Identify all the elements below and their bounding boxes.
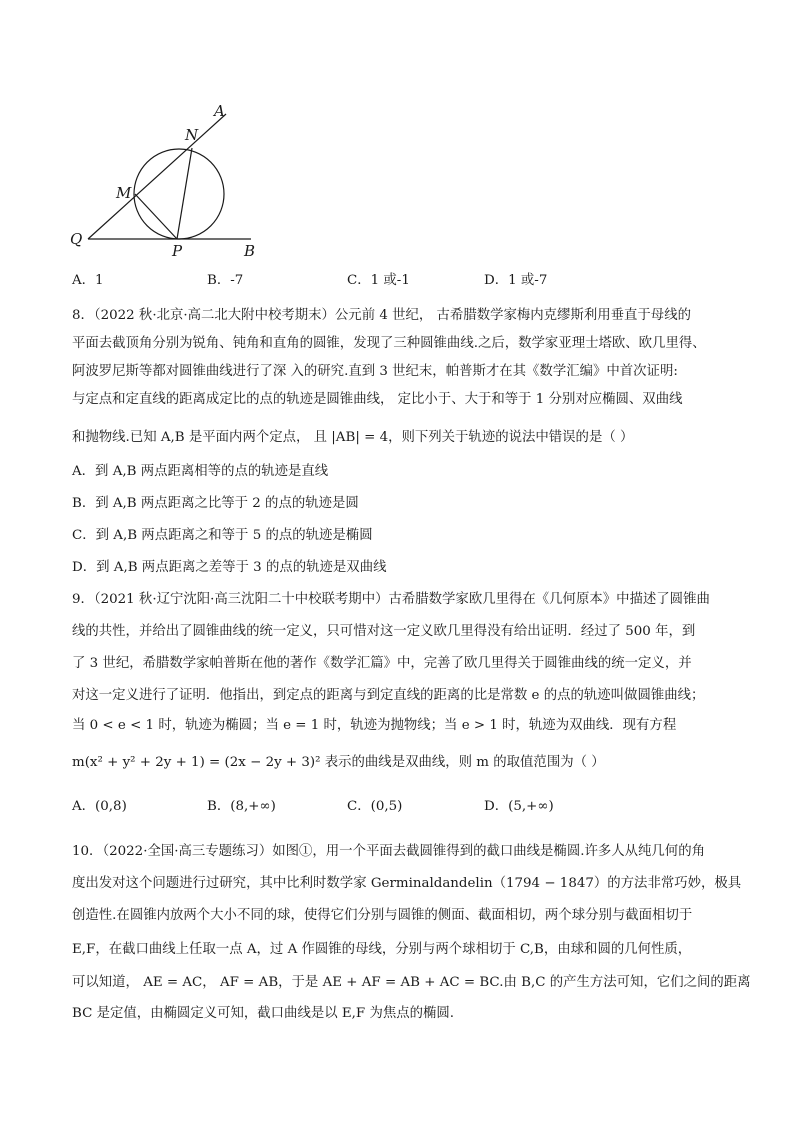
q9-line-1: 9．（2021 秋·辽宁沈阳·高三沈阳二十中校联考期中）古希腊数学家欧几里得在《几何原本》中描述了圆锥曲	[72, 592, 710, 607]
q10-line-3: 创造性.在圆锥内放两个大小不同的球，使得它们分别与圆锥的侧面、截面相切，两个球分别与截面相切于	[72, 908, 693, 923]
q9-option-a[interactable]: A．(0,8)	[72, 799, 127, 814]
q9-line-3: 了 3 世纪，希腊数学家帕普斯在他的著作《数学汇篇》中，完善了欧几里得关于圆锥曲线的统一定义，并	[72, 656, 692, 671]
q9-option-d[interactable]: D．(5,+∞)	[484, 799, 554, 814]
label-p: P	[172, 242, 183, 260]
label-b: B	[244, 242, 256, 260]
q8-line-2: 平面去截顶角分别为锐角、钝角和直角的圆锥，发现了三种圆锥曲线.之后，数学家亚理士塔欧、欧几里得、	[72, 336, 706, 351]
q8-option-a[interactable]: A．到 A,B 两点距离相等的点的轨迹是直线	[72, 464, 329, 479]
q8-line-4: 与定点和定直线的距离成定比的点的轨迹是圆锥曲线， 定比小于、大于和等于 1 分别对应椭圆、双曲线	[72, 392, 683, 407]
q9-line-5: 当 0 < e < 1 时，轨迹为椭圆；当 e = 1 时，轨迹为抛物线；当 e > 1 时，轨迹为双曲线．现有方程	[72, 718, 677, 733]
q10-line-5: 可以知道， AE = AC， AF = AB，于是 AE + AF = AB + AC = BC.由 B,C 的产生方法可知，它们之间的距离	[72, 975, 751, 990]
q10-line-4: E,F，在截口曲线上任取一点 A，过 A 作圆锥的母线，分别与两个球相切于 C,B，由球和圆的几何性质，	[72, 942, 692, 957]
q7-option-d[interactable]: D．1 或-7	[484, 273, 548, 288]
q8-option-c[interactable]: C．到 A,B 两点距离之和等于 5 的点的轨迹是椭圆	[72, 528, 373, 543]
q8-line-3: 阿波罗尼斯等都对圆锥曲线进行了深 入的研究.直到 3 世纪末，帕普斯才在其《数学汇编》中首次证明:	[72, 364, 678, 379]
circle-tangent-diagram	[66, 96, 266, 266]
q10-line-1: 10．（2022·全国·高三专题练习）如图①，用一个平面去截圆锥得到的截口曲线是椭圆.许多人从纯几何的角	[72, 844, 705, 859]
q7-option-a[interactable]: A．1	[72, 273, 104, 288]
q9-line-4: 对这一定义进行了证明．他指出，到定点的距离与到定直线的距离的比是常数 e 的点的轨迹叫做圆锥曲线；	[72, 688, 705, 703]
q9-option-c[interactable]: C．(0,5)	[347, 799, 403, 814]
q10-line-6: BC 是定值，由椭圆定义可知，截口曲线是以 E,F 为焦点的椭圆.	[72, 1006, 455, 1021]
q7-option-b[interactable]: B．-7	[207, 273, 244, 288]
q8-option-d[interactable]: D．到 A,B 两点距离之差等于 3 的点的轨迹是双曲线	[72, 560, 387, 575]
q8-option-b[interactable]: B．到 A,B 两点距离之比等于 2 的点的轨迹是圆	[72, 496, 359, 511]
q8-line-1: 8．（2022 秋·北京·高二北大附中校考期末）公元前 4 世纪， 古希腊数学家梅内克缪斯利用垂直于母线的	[72, 308, 691, 323]
label-m: M	[116, 184, 132, 202]
q9-line-2: 线的共性，并给出了圆锥曲线的统一定义，只可惜对这一定义欧几里得没有给出证明．经过了 500 年，到	[72, 624, 696, 639]
label-q: Q	[70, 230, 83, 248]
segment-np	[177, 148, 192, 239]
q7-option-c[interactable]: C．1 或-1	[347, 273, 410, 288]
label-a: A	[214, 102, 225, 120]
geometry-figure	[66, 96, 266, 266]
q9-option-b[interactable]: B．(8,+∞)	[207, 799, 276, 814]
ray-qa	[88, 114, 226, 239]
q8-line-5: 和抛物线.已知 A,B 是平面内两个定点， 且 |AB| = 4，则下列关于轨迹的说法中错误的是（ ）	[72, 430, 634, 445]
q10-line-2: 度出发对这个问题进行过研究，其中比利时数学家 Germinaldandelin（1794 − 1847）的方法非常巧妙，极具	[72, 876, 742, 891]
q9-equation-line: m(x² + y² + 2y + 1) = (2x − 2y + 3)² 表示的曲线是双曲线，则 m 的取值范围为（ ）	[72, 755, 605, 770]
label-n: N	[185, 126, 199, 144]
